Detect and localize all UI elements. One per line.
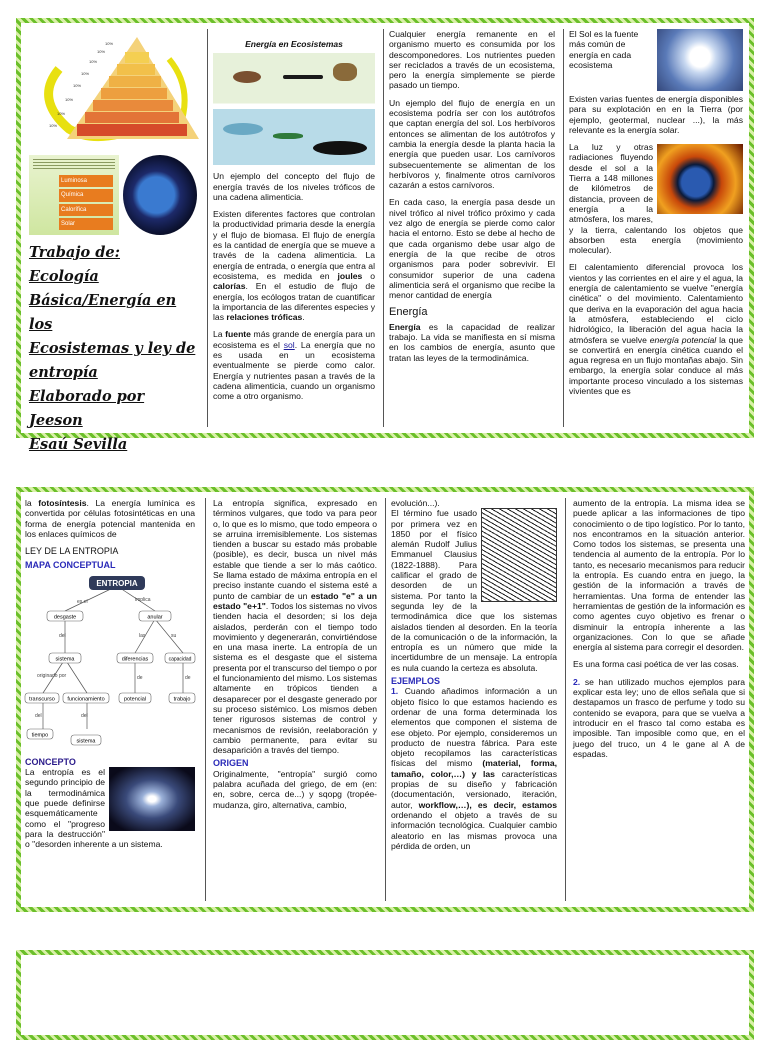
clausius-cartoon-image <box>481 508 557 602</box>
map-link: de <box>137 674 143 681</box>
paragraph: Cualquier energía remanente en el organismo muerto es consumida por los descomponedores. Los nutrientes pueden ser reciclados a través de un ecosistema, pero la energía simplemente se pierde pasado un tiempo. <box>389 29 555 91</box>
paragraph: El calentamiento diferencial provoca los vientos y las corrientes en el aire y el agua, la energía de calentamiento se vuelve "energía cinética" o del movimiento. Calentamiento que deriva en la evaporación del agua hacia la atmósfera, estableciendo el ciclo hidrológico, la liberación del agua hacia la atmósfera se vuelve energía potencial la que se convertirá en energía cinética cuando el agua regresa en un flujo montañas abajo. Sin embargo, la energía solar conduce al más importante proceso vinculado a los sistemas vivientes que es <box>569 262 744 397</box>
map-node: sistema <box>55 656 75 663</box>
column-divider <box>563 29 564 427</box>
document-title: Trabajo de: Ecología Básica/Energía en los Ecosistemas y ley de entropía Elaborado por Jeeson Esaú Sevilla <box>29 244 196 453</box>
paragraph: El término fue usado por primera vez en 1850 por el físico alemán Rudolf Julius Emmanuel Clausius (1822-1888). Para calificar el grado de desorden de un sistema. Por tanto la segunda ley de la termodinámica dice que los sistemas aislados tienden al desorden. En la teoría de la comunicación o de la información, la entropía es un número que mide la incertidumbre de un mensaje. La entropía es nula cuando la certeza es absoluta. <box>391 508 557 673</box>
concept-heading: CONCEPTO <box>25 756 76 767</box>
p1-column-2 <box>213 29 375 427</box>
column-divider <box>565 498 566 901</box>
map-node: transcurso <box>29 696 55 703</box>
law-heading: LEY DE LA ENTROPIA <box>25 546 119 557</box>
paragraph: evolución...). <box>391 498 440 508</box>
food-chain-image <box>213 53 375 165</box>
brochure-page-1 <box>16 18 754 453</box>
paragraph: Existen varias fuentes de energía disponibles para su explotación en en la Tierra (por ejemplo, geotermal, nuclear ...), la más relevante es la energía solar. <box>569 94 743 135</box>
map-node: tiempo <box>31 732 49 739</box>
blank-page-area <box>21 955 749 1035</box>
p1-column-3 <box>389 29 555 427</box>
map-node: funcionamiento <box>67 696 105 703</box>
concept-map-heading: MAPA CONCEPTUAL <box>25 560 116 571</box>
p1-column-4 <box>569 29 743 427</box>
map-node: sistema <box>76 738 96 745</box>
p2-column-3 <box>391 498 557 901</box>
column-divider <box>207 29 208 427</box>
map-link: implica <box>135 596 151 603</box>
section-subtitle: Energía en Ecosistemas <box>245 39 343 49</box>
energy-pyramid-image <box>29 29 199 149</box>
pyramid-label: 10% <box>105 41 114 46</box>
map-node: capacidad <box>168 656 192 663</box>
paragraph: Energía es la capacidad de realizar trabajo. La vida se manifiesta en sí misma en los cambios de energía, asunto que tratan las leyes de la termodinámica. <box>389 321 555 363</box>
map-link: originado por <box>37 672 67 679</box>
energy-type-bar: Solar <box>59 218 113 230</box>
paragraph: La entropía significa, expresado en términos vulgares, que todo va para peor o, lo que es lo mismo, que todo empeora o se arruina irremisiblemente. Los sistemas tienden a buscar su estado más probable (posible), es decir, busca un nivel más estable que tiende a ser lo más caótico. Se llama estado de máxima entropía en el preciso instante cuando el sistema esté a punto de cambiar de un estado "e" a un estado "e+1". Todos los sistemas no vivos tienden hacia el desorden; si los deja aislados, perderán con el tiempo todo movimiento y degenerarán, convirtiéndose en una masa inerte. La entropía de un sistema es el desgaste que el sistema presenta por el transcurso del tiempo o por el funcionamiento del mismo. Los sistemas altamente en trópicos tienden a desaparecer por el desgaste generado por su proceso sistémico. Los mismos deben tener rigurosos sistemas de control y mecanismos de revisión, reelaboración y cambio permanente, para evitar su desaparición a través del tiempo. <box>213 498 378 756</box>
pyramid-label: 10% <box>81 71 90 76</box>
pyramid-label: 10% <box>65 97 74 102</box>
map-link: su <box>171 632 177 639</box>
p1-column-1 <box>29 29 199 453</box>
paragraph: 2. se han utilizado muchos ejemplos para explicar esta ley; uno de ellos señala que si destapamos un frasco de perfume y todo su contenido se evapora, para que se vuelva a introducir en el frasco tal como estaba es imposible. Tan imposible como que, en el juego del truco, un 4 le gane al A de espadas. <box>573 676 745 759</box>
paragraph: la fotosíntesis. La energía lumínica es convertida por células fotosintéticas en una forma de energía potencial mantenida en los enlaces químicos de <box>25 498 195 539</box>
map-link: las <box>139 632 146 639</box>
link-sol[interactable]: sol <box>283 339 295 350</box>
pyramid-label: 10% <box>57 111 66 116</box>
map-node: potencial <box>123 696 147 703</box>
paragraph: La entropía es el segundo principio de la termodinámica que puede definirse esquemáticamente como el "progreso para la destrucción" o "desorden inherente a un sistema. <box>25 767 163 850</box>
brochure-page-3 <box>16 950 754 1040</box>
paragraph: La luz y otras radiaciones fluyendo desde el sol a la Tierra a 148 millones de kilómetros de distancia, proveen de energía a la atmósfera, los mares, y la tierra, calentando los objetos que absorben esta energía (movimiento molecular). <box>569 142 743 256</box>
map-link: de <box>185 674 191 681</box>
map-link: es el <box>77 598 88 605</box>
map-link: del <box>59 632 66 639</box>
paragraph: Existen diferentes factores que controlan la productividad primaria desde la energía y el flujo de biomasa. El flujo de energía es la cantidad de energía que se mueve a través de la cadena alimenticia. La energía de entrada, o energía que entra al ecosistema, es medida en joules o calorías. En el estudio de flujo de energía, los ecólogos tratan de cuantificar la importancia de las diferentes especies y las relaciones tróficas. <box>213 209 375 323</box>
paragraph: En cada caso, la energía pasa desde un nivel trófico al nivel trófico próximo y cada vez algo de energía se pierde como calor hacia el entorno. Esto se debe al hecho de que cada organismo debe usar algo de energía de la que recibe de otros organismos para poder sobrevivir. El consumidor superior de una cadena alimenticia será el organismo que recibe la menor cantidad de energía <box>389 197 555 301</box>
pyramid-label: 10% <box>73 83 82 88</box>
column-divider <box>385 498 386 901</box>
energy-type-bar: Química <box>59 189 113 201</box>
sun-image <box>657 29 743 91</box>
map-link: del <box>35 712 42 719</box>
paragraph: La fuente más grande de energía para un ecosistema es el sol. La energía que no es usada en un ecosistema eventualmente se pierde como calor. Energía y nutrientes pasan a través de la cadena alimenticia, cuando un organismo come a otro organismo. <box>213 329 375 402</box>
paragraph: Originalmente, "entropía" surgió como palabra acuñada del griego, de em (en: en, sobre, cerca de...) y sqopg (tropée-mudanza, giro, alternativa, cambio, <box>213 768 377 810</box>
examples-heading: EJEMPLOS <box>391 676 441 687</box>
galaxy-image <box>109 767 195 831</box>
p2-column-4 <box>573 498 745 901</box>
column-divider <box>383 29 384 427</box>
paragraph: Un ejemplo del concepto del flujo de energía través de los niveles tróficos de una cadena alimenticia. <box>213 171 375 202</box>
pyramid-label: 10% <box>49 123 58 128</box>
paragraph: aumento de la entropía. La misma idea se puede aplicar a las informaciones de tipo conocimiento o de tipo logístico. Por lo tanto, nos encontramos en la situación anterior. Como todos los sistemas, se presenta una tendencia al aumento de la entropía. Por lo tanto, es necesario mecanismos para reducir la entropía. Es cuando entra en juego, la gestión de la información a través de herramientas. Una forma de entender las herramientas de gestión de la información es como agentes cuyo objetivo es frenar o disminuir la entropía inherente a las organizaciones. Con lo que se añade energía al sistema para corregir el desorden. <box>573 498 745 653</box>
paragraph: Es una forma casi poética de ver las cosas. <box>573 659 739 670</box>
origin-heading: ORIGEN <box>213 758 249 769</box>
earth-energy-image <box>123 155 197 235</box>
map-node: anular <box>147 614 163 621</box>
column-divider <box>205 498 206 901</box>
brochure-page-2 <box>16 487 754 912</box>
paragraph: Un ejemplo del flujo de energía en un ecosistema podría ser con los autótrofos que captan energía del sol. Los herbívoros entonces se alimentan de los autótrofos y cambia la energía desde la planta hacia la energía que pueden usar. Los carnívoros subsecuentemente se alimentan de los herbívoros y, finalmente otros carnívoros cazarán a estos carnívoros. <box>389 97 555 191</box>
map-root: ENTROPIA <box>96 578 138 588</box>
earth-fire-image <box>657 144 743 214</box>
p2-column-2 <box>213 498 377 901</box>
pyramid-label: 10% <box>89 59 98 64</box>
pyramid-label: 10% <box>97 49 106 54</box>
energy-type-bar: Luminosa <box>59 175 113 187</box>
energy-type-bar: Calorífica <box>59 204 113 216</box>
concept-map <box>25 571 195 753</box>
paragraph: 1. Cuando añadimos información a un objeto físico lo que estamos haciendo es ordenar de una forma determinada los elementos que componen el sistema de ese objeto. Por ejemplo, consideremos un producto de nuestra fábrica. Para este objeto recopilamos las características físicas del mismo (material, forma, tamaño, color,…) y las características propias de su diseño y fabricación (documentación, versionado, iteración, autor, workflow,…), es decir, estamos ordenando el objeto a través de su información tecnológica. Cualquier cambio aleatorio en las mismas provoca una pérdida de orden, un <box>391 686 558 851</box>
map-node: diferencias <box>121 656 149 663</box>
map-node: desgaste <box>53 614 77 621</box>
section-heading: Energía <box>389 306 428 319</box>
map-node: trabajo <box>173 696 191 703</box>
map-link: del <box>81 712 88 719</box>
p2-column-1 <box>25 498 195 901</box>
paragraph: El Sol es la fuente más común de energía en cada ecosistema <box>569 29 639 70</box>
energy-types-slide-image <box>29 155 119 235</box>
